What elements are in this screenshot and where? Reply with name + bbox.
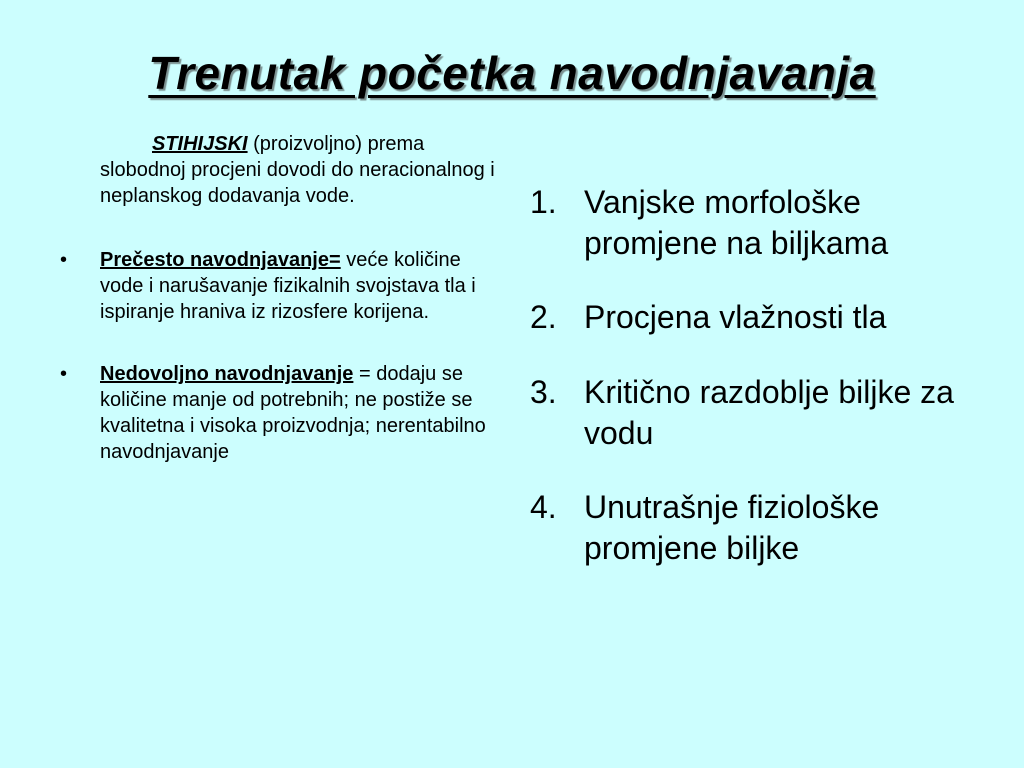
bullet-icon: • <box>60 249 68 271</box>
right-column <box>530 182 1000 602</box>
bullet-text: dodaju se količine manje od potrebnih; ne postiže se kvalitetna i visoka proizvodnja; nerentabilno navodnjavanje <box>100 363 486 463</box>
bullet-icon: • <box>60 363 68 385</box>
list-text: Unutrašnje fiziološke promjene biljke <box>584 489 880 566</box>
bullet-text: veće količine vode i narušavanje fizikalnih svojstava tla i ispiranje hraniva iz rizosfere korijena. <box>100 249 476 323</box>
list-text: Vanjske morfološke promjene na biljkama <box>584 184 889 261</box>
list-item <box>530 297 1000 338</box>
list-item <box>530 487 1000 568</box>
list-text: Procjena vlažnosti tla <box>584 299 887 336</box>
intro-term: STIHIJSKI <box>152 133 248 155</box>
slide-title: Trenutak početka navodnjavanja <box>148 47 876 99</box>
bullet-item-overwatering <box>56 247 506 325</box>
list-item <box>530 372 1000 453</box>
list-number: 3. <box>530 373 557 410</box>
list-number: 4. <box>530 489 557 526</box>
numbered-list <box>530 182 1000 568</box>
bullet-item-underwatering <box>56 361 506 465</box>
bullet-connector: = <box>328 249 341 271</box>
list-item <box>530 182 1000 263</box>
list-text: Kritično razdoblje biljke za vodu <box>584 373 954 451</box>
list-number: 2. <box>530 299 557 336</box>
intro-text: (proizvoljno) prema slobodnoj procjeni dovodi do neracionalnog i neplanskog dodavanja vode. <box>100 133 495 207</box>
bullet-connector: = <box>353 363 371 385</box>
left-column <box>56 131 506 501</box>
bullet-list <box>56 247 506 465</box>
intro-paragraph <box>100 131 506 209</box>
bullet-term: Prečesto navodnjavanje <box>100 249 329 271</box>
bullet-term: Nedovoljno navodnjavanje <box>100 363 354 385</box>
list-number: 1. <box>530 184 557 220</box>
